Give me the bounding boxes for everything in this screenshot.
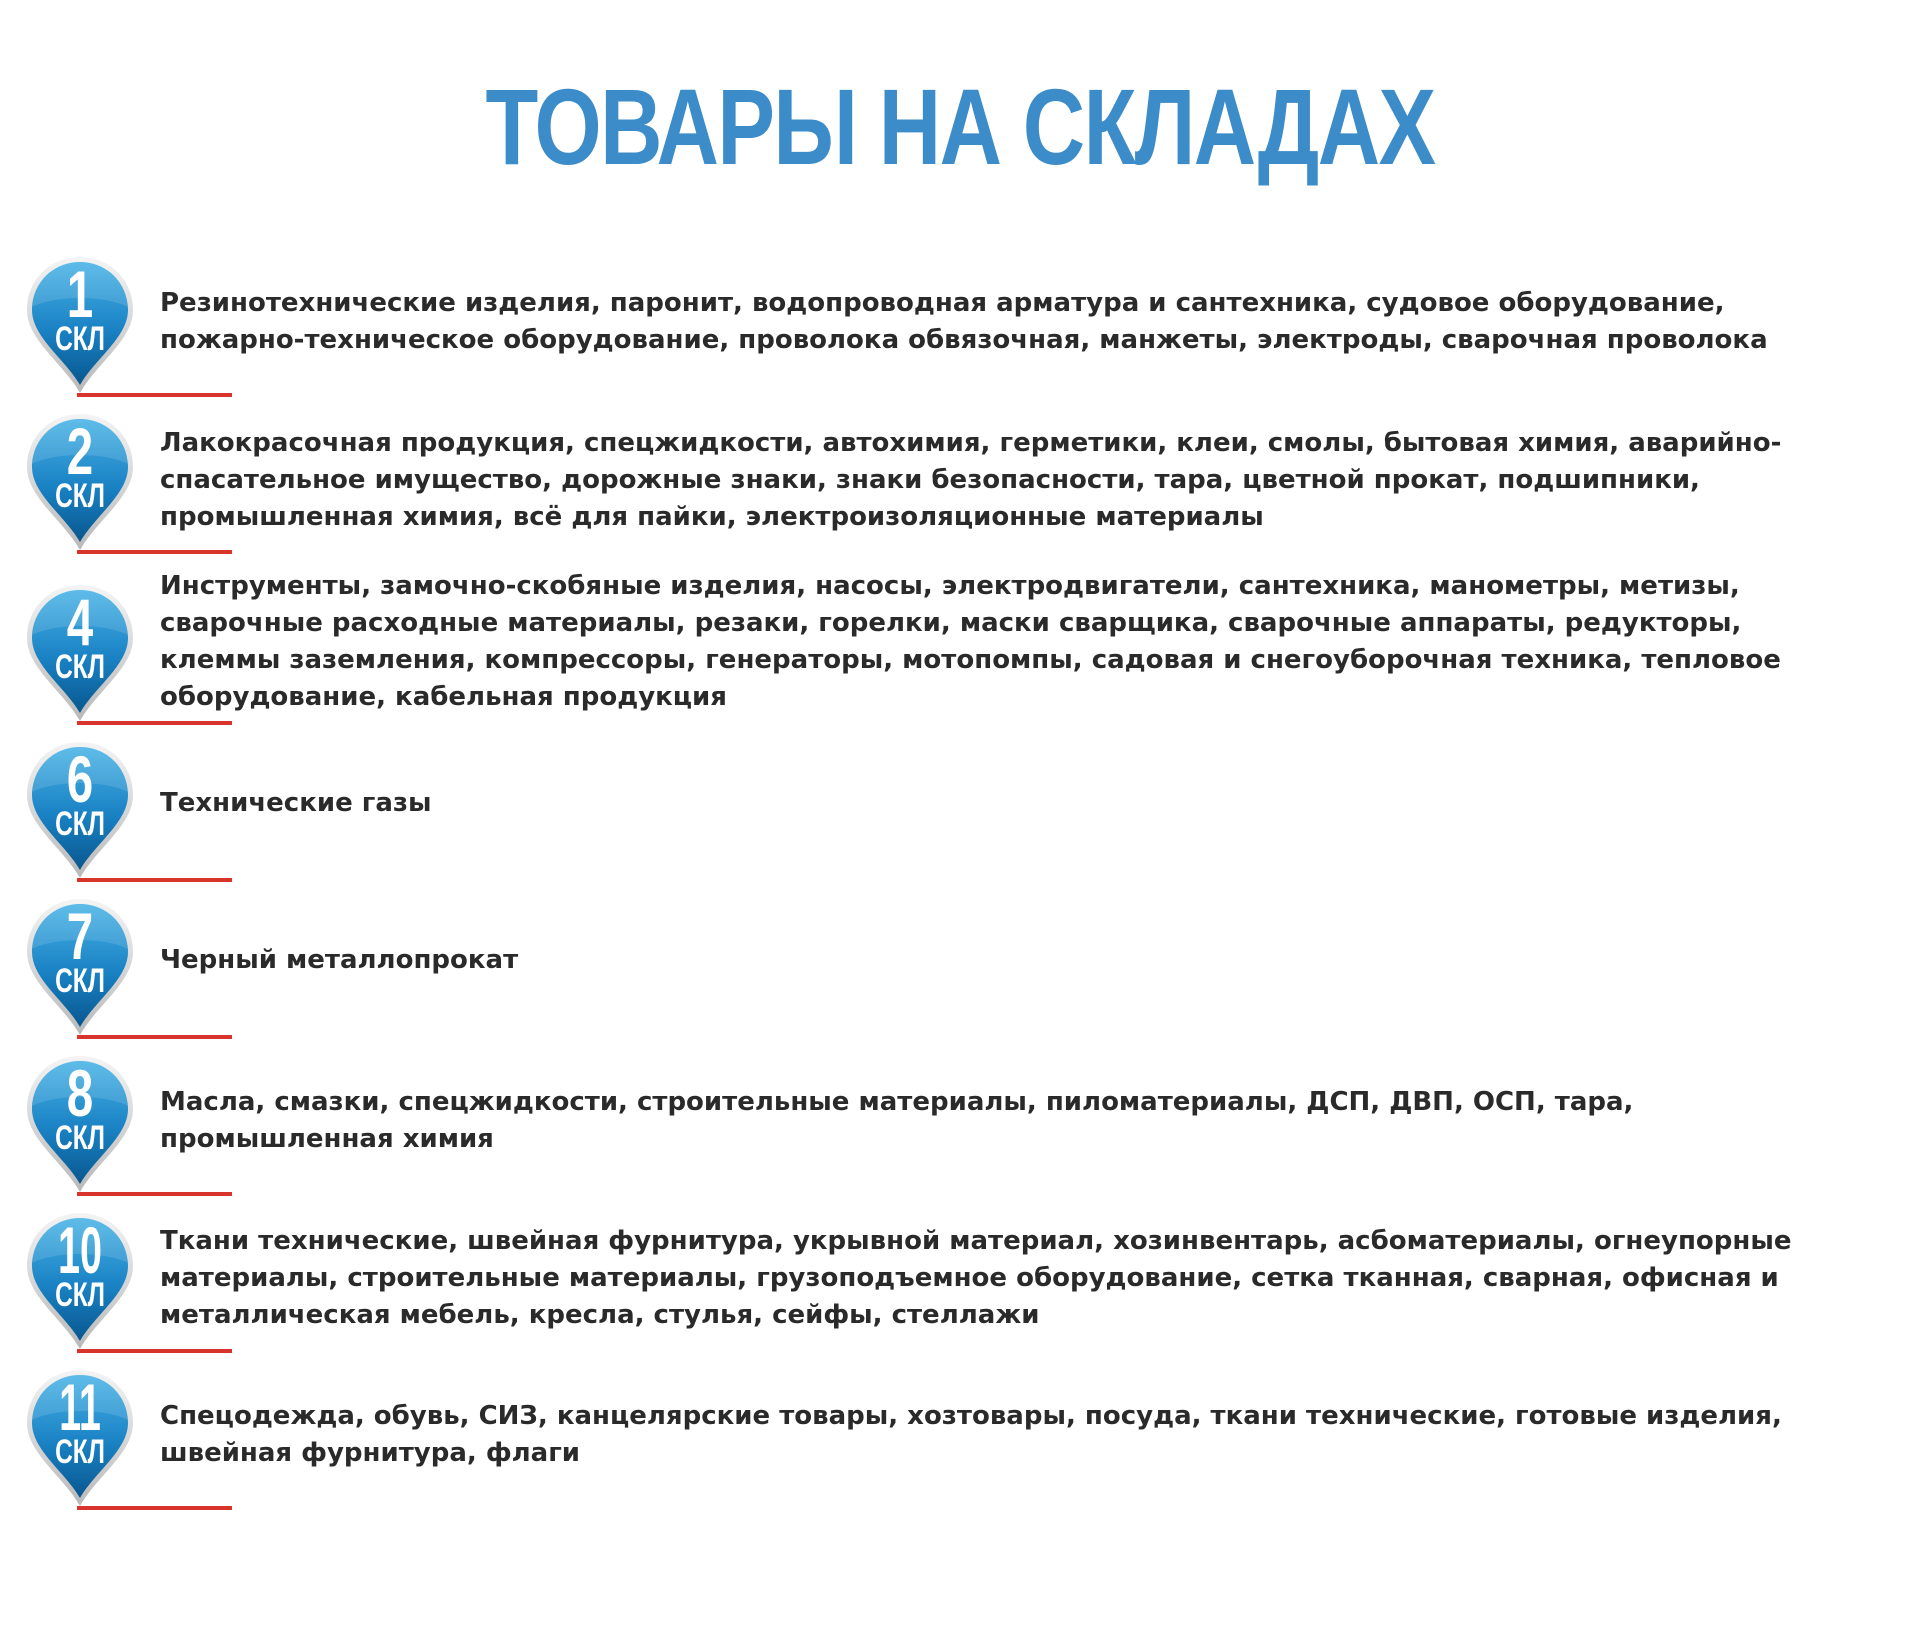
red-underline — [77, 1349, 232, 1353]
page-title: ТОВАРЫ НА СКЛАДАХ — [485, 66, 1435, 187]
warehouse-pin-5 — [25, 897, 135, 1037]
warehouse-unit: СКЛ — [55, 320, 105, 358]
warehouse-pin-7 — [25, 1211, 135, 1351]
warehouse-goods-text: Черный металлопрокат — [160, 945, 519, 975]
warehouse-row-6 — [0, 1054, 1920, 1199]
red-underline — [77, 721, 232, 725]
warehouse-unit: СКЛ — [55, 648, 105, 686]
warehouse-unit: СКЛ — [55, 477, 105, 515]
warehouse-number: 2 — [66, 414, 94, 488]
warehouse-pin-4 — [25, 740, 135, 880]
red-underline — [77, 1035, 232, 1039]
warehouse-goods-text: Спецодежда, обувь, СИЗ, канцелярские товары, хозтовары, посуда, ткани технические, готовые изделия, швейная фурнитура, флаги — [160, 1401, 1782, 1468]
warehouse-number: 10 — [57, 1213, 103, 1287]
warehouse-unit: СКЛ — [55, 1433, 105, 1471]
warehouse-row-5 — [0, 897, 1920, 1042]
warehouse-number: 7 — [66, 899, 94, 973]
warehouse-goods-text: Резинотехнические изделия, паронит, водопроводная арматура и сантехника, судовое оборудование, пожарно-техническое оборудование, проволока обвязочная, манжеты, электроды, сварочная проволока — [160, 288, 1768, 355]
red-underline — [77, 393, 232, 397]
red-underline — [77, 878, 232, 882]
warehouse-row-7 — [0, 1211, 1920, 1356]
warehouse-pin-8 — [25, 1368, 135, 1508]
warehouse-pin-3 — [25, 583, 135, 723]
red-underline — [77, 550, 232, 554]
warehouse-pin-1 — [25, 255, 135, 395]
warehouse-row-3 — [0, 571, 1920, 728]
warehouse-goods-text: Ткани технические, швейная фурнитура, укрывной материал, хозинвентарь, асбоматериалы, огнеупорные материалы, строительные материалы, грузоподъемное оборудование, сетка тканная, сварная, офисная и металлическая мебель, кресла, стулья, сейфы, стеллажи — [160, 1226, 1792, 1330]
warehouse-number: 11 — [59, 1370, 101, 1444]
warehouse-pin-6 — [25, 1054, 135, 1194]
red-underline — [77, 1506, 232, 1510]
warehouse-number: 4 — [66, 585, 94, 659]
warehouse-unit: СКЛ — [55, 1119, 105, 1157]
warehouse-goods-text: Масла, смазки, спецжидкости, строительные материалы, пиломатериалы, ДСП, ДВП, ОСП, тара, промышленная химия — [160, 1087, 1634, 1154]
warehouse-number: 6 — [66, 742, 94, 816]
warehouse-unit: СКЛ — [55, 1276, 105, 1314]
warehouse-unit: СКЛ — [55, 805, 105, 843]
warehouse-number: 8 — [66, 1056, 94, 1130]
red-underline — [77, 1192, 232, 1196]
warehouse-unit: СКЛ — [55, 962, 105, 1000]
warehouse-row-8 — [0, 1368, 1920, 1513]
warehouse-goods-text: Лакокрасочная продукция, спецжидкости, автохимия, герметики, клеи, смолы, бытовая химия, аварийно- спасательное имущество, дорожные знаки, знаки безопасности, тара, цветной прокат, подшипники, промышленная химия, всё для пайки, электроизоляционные материалы — [160, 428, 1782, 532]
warehouse-row-1 — [0, 255, 1920, 400]
warehouse-row-2 — [0, 412, 1920, 557]
warehouse-row-4 — [0, 740, 1920, 885]
warehouse-goods-text: Инструменты, замочно-скобяные изделия, насосы, электродвигатели, сантехника, манометры, метизы, сварочные расходные материалы, резаки, горелки, маски сварщика, сварочные аппараты, редукторы, клеммы заземления, компрессоры, генераторы, мотопомпы, садовая и снегоуборочная техника, тепловое оборудование, кабельная продукция — [160, 571, 1781, 712]
warehouse-pin-2 — [25, 412, 135, 552]
warehouse-goods-text: Технические газы — [160, 788, 432, 818]
warehouse-number: 1 — [66, 257, 94, 331]
